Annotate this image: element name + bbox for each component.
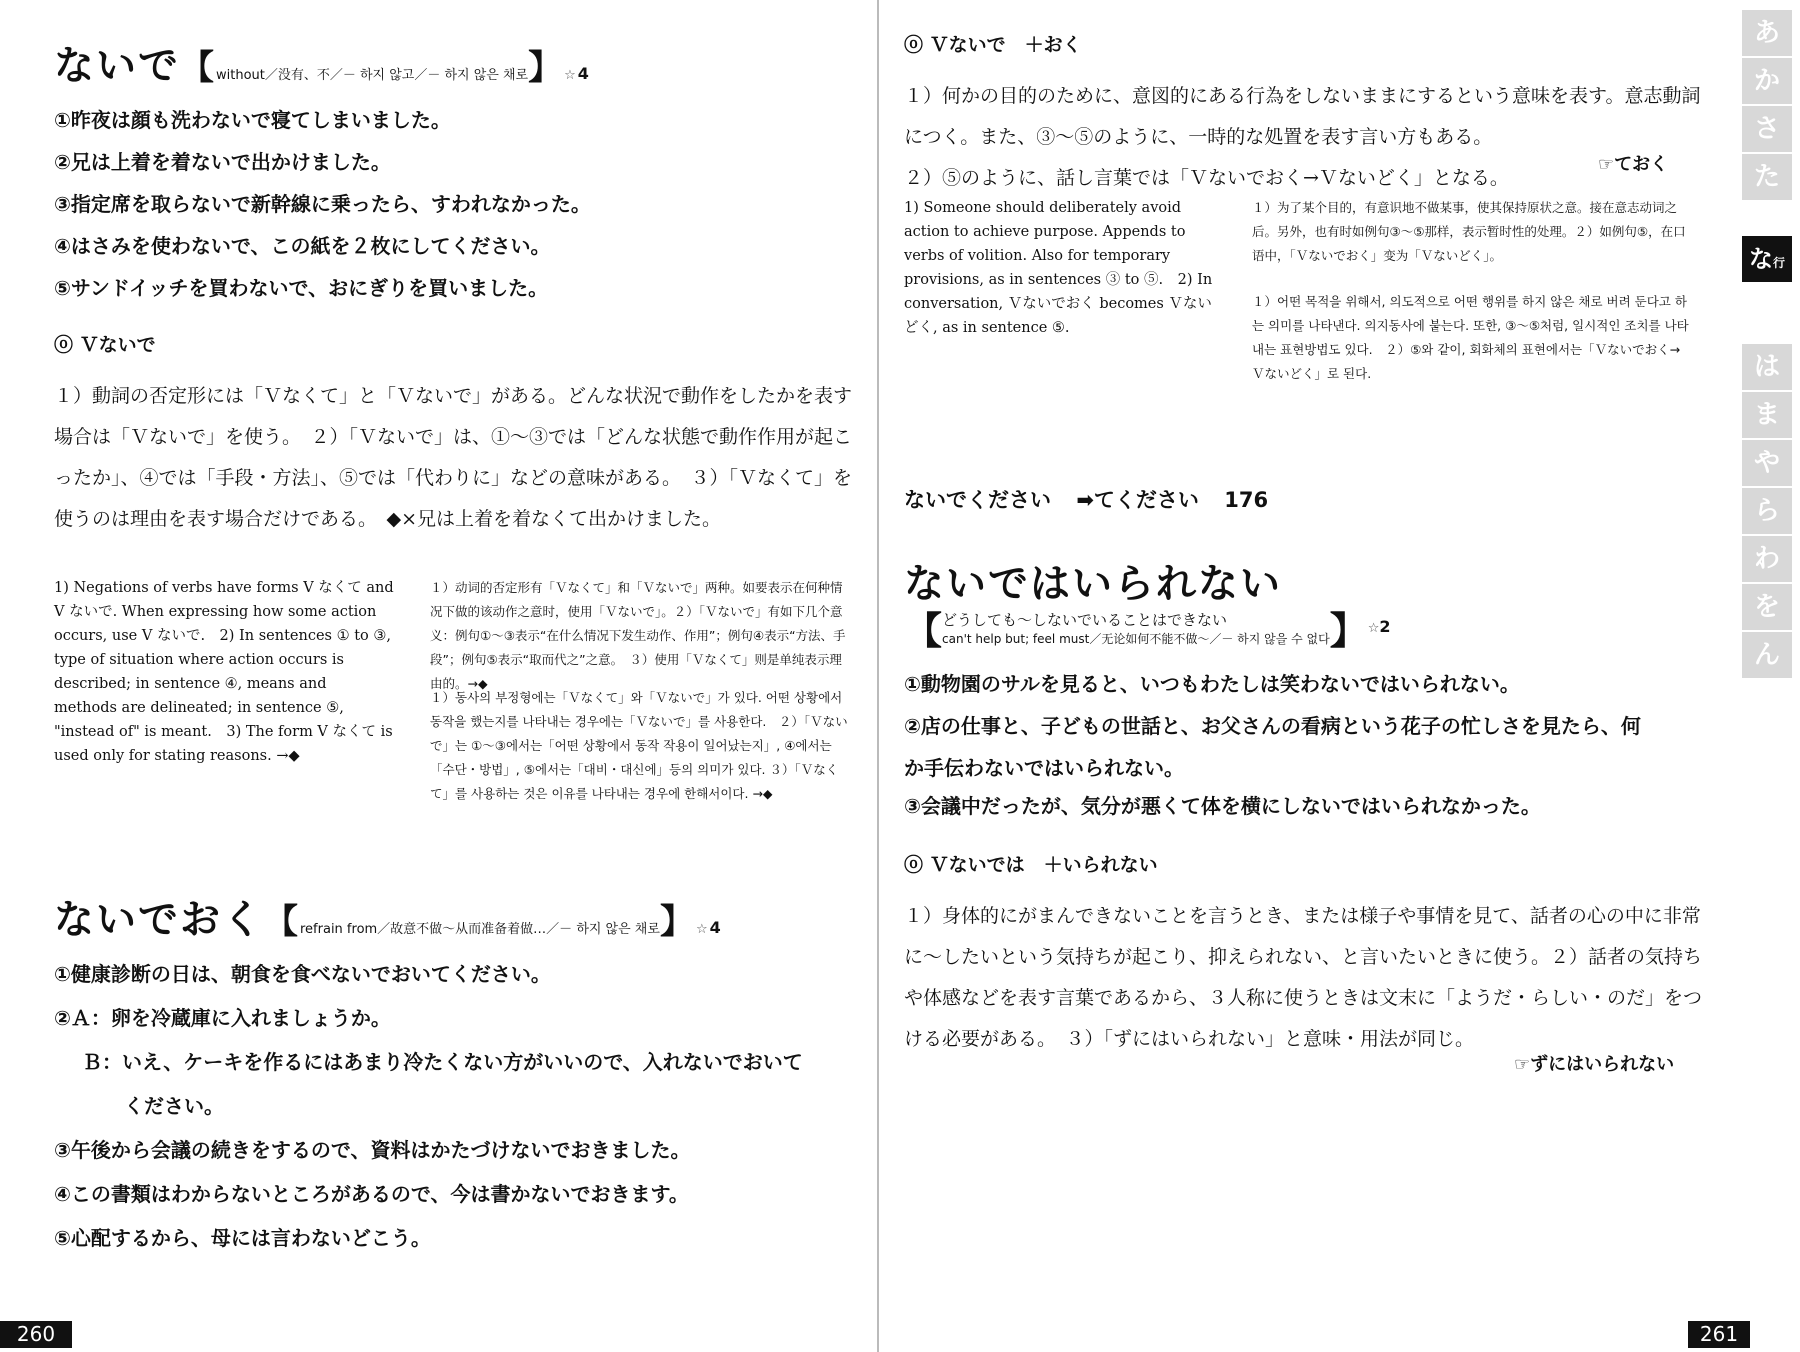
example-2a: ②店の仕事と、子どもの世話と、お父さんの看病という花子の忙しさを見たら、何 xyxy=(904,714,1641,738)
right-page xyxy=(880,0,1800,1352)
connection-icon: ⓞ xyxy=(904,854,924,876)
example-3: ③会議中だったが、気分が悪くて体を横にしないではいられなかった。 xyxy=(904,794,1541,818)
entry-gloss-block: 【 どうしても〜しないでいることはできない can't help but; feel must／无论如何不能不做〜／－ 하지 않을 수 없다 】☆2 xyxy=(904,609,1391,653)
star-icon: ☆ xyxy=(695,922,710,937)
star-icon: ☆ xyxy=(1367,621,1380,636)
see-also-teoku[interactable]: ☞ておく xyxy=(1598,154,1669,175)
example-1: ①動物園のサルを見ると、いつもわたしは笑わないではいられない。 xyxy=(904,672,1520,696)
cross-reference[interactable] xyxy=(904,484,1268,514)
star-icon: ☆ xyxy=(564,68,578,83)
kana-index-tabs xyxy=(1728,0,1800,700)
gloss: without／没有、不／－ 하지 않고／－ 하지 않은 채로 xyxy=(216,68,529,83)
tab-ha[interactable]: は xyxy=(1742,344,1792,390)
note-korean: １）동사의 부정형에는「Ｖなくて」와「Ｖないで」가 있다. 어떤 상황에서 동작을 했는지를 나타내는 경우에는「Ｖないで」를 사용한다. ２）「Ｖないで」는 ①〜③에서는「어떤 상황에서 동작 작용이 일어났는지」, ④에서는「수단・방법」, ⑤에서는「대비・대신에」등의 의미가 있다. ３）「Ｖなくて」를 사용하는 것은 이유를 나타내는 경우에 한해서이다. →◆ xyxy=(430,690,848,801)
headword: ないでおく xyxy=(54,897,264,943)
entry-heading-naideoku: ないでおく【refrain from／故意不做〜从而准备着做…／－ 하지 않은 채로】☆4 xyxy=(54,897,723,943)
explanation-1: １）何かの目的のために、意図的にある行為をしないままにするという意味を表す。意志動詞につく。また、③〜⑤のように、一時的な処置を表す言い方もある。 xyxy=(904,85,1701,148)
connection-icon: ⓞ xyxy=(54,334,74,356)
explanation: １）動詞の否定形には「Ｖなくて」と「Ｖないで」がある。どんな状況で動作をしたかを表す場合は「Ｖないで」を使う。 ２）「Ｖないで」は、①〜③では「どんな状態で動作作用が起こったか」、④では「手段・方法」、⑤では「代わりに」などの意味がある。 ３）「Ｖなくて」を使うのは理由を表す場合だけである。 ◆×兄は上着を着なくて出かけました。 xyxy=(54,385,853,530)
example-3: ③午後から会議の続きをするので、資料はかたづけないでおきました。 xyxy=(54,1138,691,1162)
level-badge: 2 xyxy=(1379,617,1391,636)
crossref-target: ➡てください xyxy=(1076,488,1199,512)
example-2a: ②Ａ：卵を冷蔵庫に入れましょうか。 xyxy=(54,1006,391,1030)
entry-heading-naidewairarenai: ないではいられない xyxy=(904,561,1282,607)
explanation: １）身体的にがまんできないことを言うとき、または様子や事情を見て、話者の心の中に非常に〜したいという気持ちが起こり、抑えられない、と言いたいときに使う。２）話者の気持ちや体感などを表す言葉であるから、３人称に使うときは文末に「ようだ・らしい・のだ」をつける必要がある。 ３）「ずにはいられない」と意味・用法が同じ。 xyxy=(904,905,1703,1050)
example-5: ⑤サンドイッチを買わないで、おにぎりを買いました。 xyxy=(54,276,549,300)
pattern-heading xyxy=(904,850,1158,877)
page-number: 260 xyxy=(0,1321,72,1348)
tab-n[interactable]: ん xyxy=(1742,632,1792,678)
tab-ya[interactable]: や xyxy=(1742,440,1792,486)
pattern-text: Ｖないでは ＋いられない xyxy=(929,854,1158,876)
entry-heading-naide: ないで【without／没有、不／－ 하지 않고／－ 하지 않은 채로】☆4 xyxy=(54,43,591,89)
note-english: 1) Negations of verbs have forms V なくて and V ないで. When expressing how some action occurs, use V ないで. 2) In sentences ① to ③, type of situation where action occurs is described; in sentence ④, means and methods are delineated; in sentence ⑤, "instead of" is meant. 3) The form V なくて is used only for stating reasons. →◆ xyxy=(54,580,394,764)
example-2: ②兄は上着を着ないで出かけました。 xyxy=(54,150,391,174)
note-chinese: １）为了某个目的，有意识地不做某事，使其保持原状之意。接在意志动词之后。另外，也有时如例句③〜⑤那样，表示暂时性的处理。２）如例句⑤，在口语中，「Ｖないでおく」变为「Ｖないどく」。 xyxy=(1252,200,1686,263)
example-2b: Ｂ：いえ、ケーキを作るにはあまり冷たくない方がいいので、入れないでおいて xyxy=(82,1050,803,1074)
pattern-text: Ｖないで ＋おく xyxy=(929,34,1082,56)
note-english: 1) Someone should deliberately avoid action to achieve purpose. Appends to verbs of volition. Also for temporary provisions, as in sentences ③ to ⑤. 2) In conversation, Ｖないでおく becomes Ｖないどく, as in sentence ⑤. xyxy=(904,200,1213,336)
explanation-2: ２）⑤のように、話し言葉では「Ｖないでおく→Ｖないどく」となる。 xyxy=(904,167,1509,189)
tab-ma[interactable]: ま xyxy=(1742,392,1792,438)
level-badge: 4 xyxy=(709,918,723,937)
example-2b: か手伝わないではいられない。 xyxy=(904,756,1184,780)
tab-ka[interactable]: か xyxy=(1742,58,1792,104)
example-2c: ください。 xyxy=(124,1094,224,1118)
crossref-page: 176 xyxy=(1224,488,1269,512)
example-4: ④はさみを使わないで、この紙を２枚にしてください。 xyxy=(54,234,551,258)
example-4: ④この書類はわからないところがあるので、今は書かないでおきます。 xyxy=(54,1182,689,1206)
page-number: 261 xyxy=(1688,1321,1750,1348)
tab-sa[interactable]: さ xyxy=(1742,106,1792,152)
note-chinese: １）动词的否定形有「Ｖなくて」和「Ｖないで」两种。如要表示在何种情况下做的该动作之意时，使用「Ｖないで」。２）「Ｖないで」有如下几个意义：例句①〜③表示“在什么情况下发生动作、作用”；例句④表示“方法、手段”；例句⑤表示“取而代之”之意。 ３）使用「Ｖなくて」则是单纯表示理由的。→◆ xyxy=(430,580,846,691)
tab-wa[interactable]: わ xyxy=(1742,536,1792,582)
gloss: refrain from／故意不做〜从而准备着做…／－ 하지 않은 채로 xyxy=(300,922,660,937)
pattern-heading xyxy=(54,330,156,357)
pattern-heading xyxy=(904,30,1082,57)
crossref-headword: ないでください xyxy=(904,488,1051,512)
tab-na-active[interactable]: な行 xyxy=(1742,236,1792,282)
example-1: ①健康診断の日は、朝食を食べないでおいてください。 xyxy=(54,962,551,986)
tab-a[interactable]: あ xyxy=(1742,10,1792,56)
tab-ra[interactable]: ら xyxy=(1742,488,1792,534)
example-1: ①昨夜は顔も洗わないで寝てしまいました。 xyxy=(54,108,451,132)
pattern-text: Ｖないで xyxy=(79,334,156,356)
example-5: ⑤心配するから、母には言わないどこう。 xyxy=(54,1226,431,1250)
level-badge: 4 xyxy=(577,64,591,83)
connection-icon: ⓞ xyxy=(904,34,924,56)
gloss: can't help but; feel must／无论如何不能不做〜／－ 하지 않을 수 없다 xyxy=(942,631,1330,646)
example-3: ③指定席を取らないで新幹線に乗ったら、すわれなかった。 xyxy=(54,192,591,216)
left-page xyxy=(0,0,880,1352)
headword: ないで xyxy=(54,43,180,89)
note-korean: １）어떤 목적을 위해서, 의도적으로 어떤 행위를 하지 않은 채로 버려 둔다고 하는 의미를 나타낸다. 의지동사에 붙는다. 또한, ③〜⑤처럼, 일시적인 조치를 나타내는 표현방법도 있다. ２）⑤와 같이, 회화체의 표현에서는「Ｖないでおく→Ｖないどく」로 된다. xyxy=(1252,294,1689,381)
page-gutter xyxy=(877,0,879,1352)
subtitle: どうしても〜しないでいることはできない xyxy=(942,610,1228,629)
tab-ta[interactable]: た xyxy=(1742,154,1792,200)
see-also-zuniwairarenai[interactable]: ☞ずにはいられない xyxy=(1514,1054,1675,1075)
tab-wo[interactable]: を xyxy=(1742,584,1792,630)
